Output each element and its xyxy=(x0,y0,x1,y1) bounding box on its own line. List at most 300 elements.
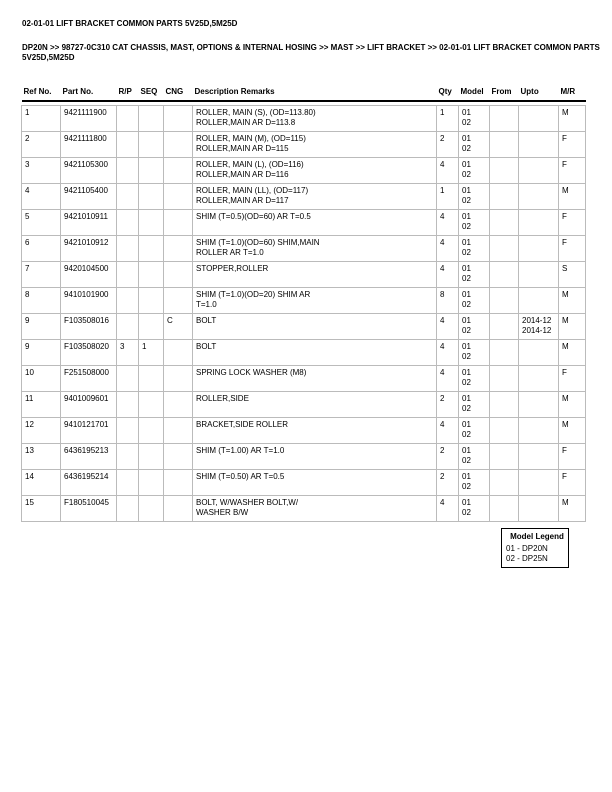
cell-from xyxy=(490,340,519,366)
cell-cng xyxy=(164,366,193,392)
model-text: 02 xyxy=(462,170,471,179)
cell-part-no xyxy=(61,444,117,470)
table-row xyxy=(22,236,586,262)
cell-rp xyxy=(117,392,139,418)
cell-ref xyxy=(22,444,61,470)
mr-text: M xyxy=(562,316,569,325)
cell-description xyxy=(193,340,437,366)
model-text: 02 xyxy=(462,248,471,257)
cell-description xyxy=(193,470,437,496)
cell-description xyxy=(193,262,437,288)
table-row xyxy=(22,132,586,158)
model-text: 01 xyxy=(462,290,471,299)
cell-cng xyxy=(164,496,193,522)
model-text: 01 xyxy=(462,160,471,169)
ref-text: 8 xyxy=(25,290,30,299)
ref-text: 7 xyxy=(25,264,30,273)
upto-text: 2014-12 xyxy=(522,316,552,325)
model-text: 01 xyxy=(462,186,471,195)
qty-text: 2 xyxy=(440,394,445,403)
col-rp: R/P xyxy=(117,86,139,101)
cell-part-no xyxy=(61,210,117,236)
cell-rp xyxy=(117,262,139,288)
cell-description xyxy=(193,132,437,158)
part-no-text: 9401009601 xyxy=(64,394,109,403)
cell-mr xyxy=(559,236,586,262)
mr-text: M xyxy=(562,186,569,195)
cell-description xyxy=(193,210,437,236)
cell-mr xyxy=(559,418,586,444)
cell-qty xyxy=(437,184,459,210)
cell-ref xyxy=(22,106,61,132)
cell-model xyxy=(459,340,490,366)
mr-text: M xyxy=(562,394,569,403)
cell-seq xyxy=(139,184,164,210)
qty-text: 4 xyxy=(440,160,445,169)
col-mr: M/R xyxy=(559,86,586,101)
cell-upto xyxy=(519,470,559,496)
cell-qty xyxy=(437,106,459,132)
model-text: 02 xyxy=(462,274,471,283)
model-text: 01 xyxy=(462,368,471,377)
cell-part-no xyxy=(61,236,117,262)
model-text: 02 xyxy=(462,352,471,361)
cell-description xyxy=(193,444,437,470)
legend-item: 02 - DP25N xyxy=(506,554,548,563)
qty-text: 4 xyxy=(440,316,445,325)
model-text: 01 xyxy=(462,264,471,273)
part-no-text: F103508016 xyxy=(64,316,109,325)
cell-qty xyxy=(437,340,459,366)
cell-upto xyxy=(519,288,559,314)
cell-from xyxy=(490,236,519,262)
description-text: SHIM (T=1.0)(OD=20) SHIM AR xyxy=(196,290,311,299)
table-row xyxy=(22,340,586,366)
model-text: 02 xyxy=(462,378,471,387)
cell-upto xyxy=(519,236,559,262)
col-seq: SEQ xyxy=(139,86,164,101)
part-no-text: F180510045 xyxy=(64,498,109,507)
cell-model xyxy=(459,470,490,496)
cell-qty xyxy=(437,366,459,392)
part-no-text: 9421105300 xyxy=(64,160,108,169)
part-no-text: 6436195213 xyxy=(64,446,109,455)
cell-qty xyxy=(437,314,459,340)
ref-text: 14 xyxy=(25,472,34,481)
cell-from xyxy=(490,366,519,392)
cell-qty xyxy=(437,210,459,236)
cell-from xyxy=(490,132,519,158)
cell-upto xyxy=(519,314,559,340)
cell-cng xyxy=(164,106,193,132)
qty-text: 8 xyxy=(440,290,445,299)
cell-part-no xyxy=(61,392,117,418)
qty-text: 2 xyxy=(440,472,445,481)
part-no-text: 6436195214 xyxy=(64,472,109,481)
cell-description xyxy=(193,314,437,340)
qty-text: 4 xyxy=(440,212,445,221)
mr-text: M xyxy=(562,108,569,117)
col-part: Part No. xyxy=(61,86,117,101)
cell-ref xyxy=(22,366,61,392)
description-text: SHIM (T=0.5)(OD=60) AR T=0.5 xyxy=(196,212,311,221)
page-title: 02-01-01 LIFT BRACKET COMMON PARTS 5V25D,5M25D xyxy=(22,19,238,28)
cell-cng xyxy=(164,418,193,444)
ref-text: 13 xyxy=(25,446,34,455)
cell-seq xyxy=(139,236,164,262)
model-text: 01 xyxy=(462,394,471,403)
model-text: 01 xyxy=(462,108,471,117)
description-text: ROLLER, MAIN (LL), (OD=117) xyxy=(196,186,309,195)
cell-rp xyxy=(117,210,139,236)
cell-upto xyxy=(519,444,559,470)
model-text: 02 xyxy=(462,482,471,491)
cell-rp xyxy=(117,132,139,158)
cell-cng xyxy=(164,288,193,314)
description-text: ROLLER AR T=1.0 xyxy=(196,248,264,257)
table-header-row xyxy=(22,86,586,101)
cell-mr xyxy=(559,340,586,366)
description-text: SHIM (T=1.00) AR T=1.0 xyxy=(196,446,285,455)
cell-part-no xyxy=(61,418,117,444)
qty-text: 4 xyxy=(440,238,445,247)
cell-ref xyxy=(22,288,61,314)
cell-seq xyxy=(139,392,164,418)
model-text: 01 xyxy=(462,134,471,143)
part-no-text: F251508000 xyxy=(64,368,109,377)
cell-ref xyxy=(22,236,61,262)
cell-mr xyxy=(559,392,586,418)
description-text: BRACKET,SIDE ROLLER xyxy=(196,420,289,429)
table-row xyxy=(22,366,586,392)
cell-mr xyxy=(559,262,586,288)
model-text: 02 xyxy=(462,144,471,153)
cell-part-no xyxy=(61,496,117,522)
cell-qty xyxy=(437,158,459,184)
col-desc: Description Remarks xyxy=(193,86,437,101)
cell-cng xyxy=(164,236,193,262)
model-text: 01 xyxy=(462,420,471,429)
cell-seq xyxy=(139,314,164,340)
cell-rp xyxy=(117,470,139,496)
cell-cng xyxy=(164,184,193,210)
cell-model xyxy=(459,366,490,392)
cell-seq xyxy=(139,132,164,158)
ref-text: 10 xyxy=(25,368,34,377)
col-cng: CNG xyxy=(164,86,193,101)
ref-text: 5 xyxy=(25,212,30,221)
mr-text: F xyxy=(562,212,567,221)
cell-upto xyxy=(519,418,559,444)
part-no-text: 9421105400 xyxy=(64,186,108,195)
cell-seq xyxy=(139,418,164,444)
cell-rp xyxy=(117,340,139,366)
description-text: STOPPER,ROLLER xyxy=(196,264,269,273)
mr-text: F xyxy=(562,472,567,481)
col-ref: Ref No. xyxy=(22,86,61,101)
cell-ref xyxy=(22,210,61,236)
cell-seq xyxy=(139,158,164,184)
cell-model xyxy=(459,106,490,132)
qty-text: 4 xyxy=(440,368,445,377)
cell-model xyxy=(459,418,490,444)
cell-rp xyxy=(117,106,139,132)
description-text: T=1.0 xyxy=(196,300,217,309)
col-from: From xyxy=(490,86,519,101)
cell-ref xyxy=(22,184,61,210)
cell-model xyxy=(459,210,490,236)
model-text: 01 xyxy=(462,472,471,481)
part-no-text: 9421010911 xyxy=(64,212,108,221)
description-text: ROLLER,MAIN AR D=115 xyxy=(196,144,289,153)
qty-text: 1 xyxy=(440,108,445,117)
cell-upto xyxy=(519,340,559,366)
model-text: 01 xyxy=(462,238,471,247)
cell-cng xyxy=(164,470,193,496)
ref-text: 1 xyxy=(25,108,30,117)
cell-rp xyxy=(117,288,139,314)
model-text: 02 xyxy=(462,430,471,439)
cell-ref xyxy=(22,496,61,522)
cell-cng xyxy=(164,158,193,184)
qty-text: 2 xyxy=(440,134,445,143)
model-legend xyxy=(501,528,569,568)
model-text: 02 xyxy=(462,196,471,205)
cell-part-no xyxy=(61,132,117,158)
cell-upto xyxy=(519,210,559,236)
seq-text: 1 xyxy=(142,342,147,351)
cell-from xyxy=(490,392,519,418)
cell-mr xyxy=(559,288,586,314)
mr-text: F xyxy=(562,368,567,377)
mr-text: F xyxy=(562,160,567,169)
cell-rp xyxy=(117,418,139,444)
table-row xyxy=(22,288,586,314)
cell-cng xyxy=(164,210,193,236)
table-row xyxy=(22,470,586,496)
cell-seq xyxy=(139,288,164,314)
description-text: ROLLER, MAIN (M), (OD=115) xyxy=(196,134,306,143)
cell-model xyxy=(459,132,490,158)
cell-rp xyxy=(117,496,139,522)
cell-from xyxy=(490,106,519,132)
cell-mr xyxy=(559,366,586,392)
mr-text: F xyxy=(562,238,567,247)
cell-qty xyxy=(437,496,459,522)
part-no-text: 9410101900 xyxy=(64,290,109,299)
description-text: SHIM (T=0.50) AR T=0.5 xyxy=(196,472,285,481)
cell-qty xyxy=(437,236,459,262)
cell-from xyxy=(490,314,519,340)
ref-text: 15 xyxy=(25,498,34,507)
cell-model xyxy=(459,158,490,184)
ref-text: 4 xyxy=(25,186,30,195)
cell-part-no xyxy=(61,158,117,184)
table-row xyxy=(22,106,586,132)
qty-text: 4 xyxy=(440,420,445,429)
description-text: ROLLER, MAIN (L), (OD=116) xyxy=(196,160,304,169)
part-no-text: 9421010912 xyxy=(64,238,109,247)
cell-part-no xyxy=(61,470,117,496)
cell-rp xyxy=(117,314,139,340)
model-text: 01 xyxy=(462,316,471,325)
cell-rp xyxy=(117,184,139,210)
parts-table xyxy=(21,86,586,522)
part-no-text: 9420104500 xyxy=(64,264,109,273)
cell-model xyxy=(459,444,490,470)
cell-ref xyxy=(22,392,61,418)
description-text: ROLLER, MAIN (S), (OD=113.80) xyxy=(196,108,316,117)
cell-rp xyxy=(117,158,139,184)
cell-description xyxy=(193,392,437,418)
col-upto: Upto xyxy=(519,86,559,101)
description-text: ROLLER,SIDE xyxy=(196,394,249,403)
mr-text: F xyxy=(562,446,567,455)
qty-text: 4 xyxy=(440,498,445,507)
cell-part-no xyxy=(61,314,117,340)
description-text: ROLLER,MAIN AR D=113.8 xyxy=(196,118,296,127)
cell-ref xyxy=(22,132,61,158)
cell-description xyxy=(193,184,437,210)
breadcrumb: DP20N >> 98727-0C310 CAT CHASSIS, MAST, OPTIONS & INTERNAL HOSING >> MAST >> LIFT BRACKET >> 02-01-01 LIFT BRACKET COMMON PARTS 5V25D,5M25D xyxy=(22,43,600,62)
cell-part-no xyxy=(61,366,117,392)
cell-cng xyxy=(164,262,193,288)
part-no-text: F103508020 xyxy=(64,342,109,351)
model-text: 01 xyxy=(462,498,471,507)
cell-from xyxy=(490,184,519,210)
cell-description xyxy=(193,158,437,184)
legend-title: Model Legend xyxy=(510,532,564,541)
ref-text: 9 xyxy=(25,342,30,351)
cell-upto xyxy=(519,392,559,418)
model-text: 02 xyxy=(462,326,471,335)
cell-rp xyxy=(117,236,139,262)
cell-from xyxy=(490,262,519,288)
cell-seq xyxy=(139,470,164,496)
model-text: 02 xyxy=(462,222,471,231)
cell-upto xyxy=(519,158,559,184)
ref-text: 6 xyxy=(25,238,30,247)
cell-mr xyxy=(559,184,586,210)
cell-cng xyxy=(164,132,193,158)
model-text: 01 xyxy=(462,212,471,221)
model-text: 02 xyxy=(462,118,471,127)
cell-description xyxy=(193,236,437,262)
cell-cng xyxy=(164,444,193,470)
cell-seq xyxy=(139,340,164,366)
cell-upto xyxy=(519,366,559,392)
upto-text: 2014-12 xyxy=(522,326,552,335)
cell-ref xyxy=(22,314,61,340)
description-text: SHIM (T=1.0)(OD=60) SHIM,MAIN xyxy=(196,238,320,247)
cell-part-no xyxy=(61,106,117,132)
cell-qty xyxy=(437,132,459,158)
cell-model xyxy=(459,496,490,522)
table-row xyxy=(22,262,586,288)
ref-text: 3 xyxy=(25,160,30,169)
cell-qty xyxy=(437,444,459,470)
cell-qty xyxy=(437,470,459,496)
model-text: 01 xyxy=(462,342,471,351)
mr-text: M xyxy=(562,290,569,299)
cell-qty xyxy=(437,288,459,314)
cell-upto xyxy=(519,496,559,522)
cell-description xyxy=(193,366,437,392)
model-text: 02 xyxy=(462,300,471,309)
model-text: 01 xyxy=(462,446,471,455)
cell-seq xyxy=(139,496,164,522)
cell-model xyxy=(459,288,490,314)
cell-description xyxy=(193,418,437,444)
legend-item: 01 - DP20N xyxy=(506,544,548,553)
cell-ref xyxy=(22,262,61,288)
col-qty: Qty xyxy=(437,86,459,101)
table-row xyxy=(22,444,586,470)
qty-text: 1 xyxy=(440,186,445,195)
description-text: WASHER B/W xyxy=(196,508,249,517)
rp-text: 3 xyxy=(120,342,125,351)
cell-cng xyxy=(164,392,193,418)
mr-text: M xyxy=(562,420,569,429)
table-row xyxy=(22,210,586,236)
table-row xyxy=(22,392,586,418)
cell-from xyxy=(490,418,519,444)
ref-text: 2 xyxy=(25,134,30,143)
cell-seq xyxy=(139,210,164,236)
table-row xyxy=(22,314,586,340)
qty-text: 4 xyxy=(440,264,445,273)
mr-text: F xyxy=(562,134,567,143)
cell-seq xyxy=(139,262,164,288)
part-no-text: 9421111800 xyxy=(64,134,107,143)
ref-text: 9 xyxy=(25,316,30,325)
table-row xyxy=(22,496,586,522)
cell-seq xyxy=(139,366,164,392)
cell-rp xyxy=(117,366,139,392)
cell-upto xyxy=(519,184,559,210)
cell-model xyxy=(459,184,490,210)
cell-part-no xyxy=(61,184,117,210)
cell-description xyxy=(193,496,437,522)
mr-text: M xyxy=(562,498,569,507)
cell-ref xyxy=(22,418,61,444)
cell-from xyxy=(490,470,519,496)
cell-mr xyxy=(559,496,586,522)
cng-text: C xyxy=(167,316,173,325)
cell-model xyxy=(459,236,490,262)
cell-seq xyxy=(139,444,164,470)
cell-description xyxy=(193,106,437,132)
cell-rp xyxy=(117,444,139,470)
cell-from xyxy=(490,444,519,470)
part-no-text: 9421111900 xyxy=(64,108,107,117)
mr-text: M xyxy=(562,342,569,351)
cell-model xyxy=(459,262,490,288)
cell-upto xyxy=(519,262,559,288)
cell-ref xyxy=(22,340,61,366)
cell-qty xyxy=(437,418,459,444)
cell-mr xyxy=(559,470,586,496)
cell-part-no xyxy=(61,262,117,288)
cell-mr xyxy=(559,444,586,470)
model-text: 02 xyxy=(462,508,471,517)
cell-upto xyxy=(519,106,559,132)
ref-text: 12 xyxy=(25,420,34,429)
table-row xyxy=(22,184,586,210)
qty-text: 2 xyxy=(440,446,445,455)
cell-qty xyxy=(437,392,459,418)
description-text: ROLLER,MAIN AR D=116 xyxy=(196,170,289,179)
